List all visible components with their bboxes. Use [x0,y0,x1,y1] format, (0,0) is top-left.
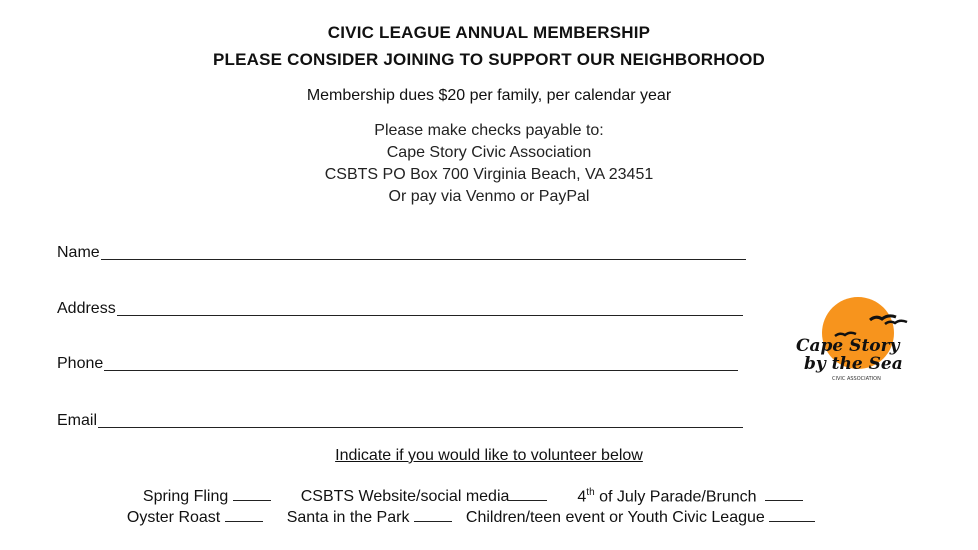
dues-text: Membership dues $20 per family, per calendar year [306,87,672,104]
form-title: CIVIC LEAGUE ANNUAL MEMBERSHIP [327,23,651,42]
form-subtitle: PLEASE CONSIDER JOINING TO SUPPORT OUR NEIGHBORHOOD [212,50,766,69]
option-label: Spring Fling [142,488,229,506]
checkbox-blank[interactable] [414,509,452,522]
name-input-line[interactable] [101,258,746,260]
option-label: 4 [577,488,587,506]
payment-line: CSBTS PO Box 700 Virginia Beach, VA 23451 [324,166,654,183]
email-field[interactable] [57,412,743,430]
payment-line: Cape Story Civic Association [386,144,592,161]
volunteer-option-santa[interactable] [287,509,452,527]
volunteer-option-youth[interactable] [466,509,815,527]
phone-input-line[interactable] [104,369,738,371]
cape-story-logo [790,293,915,393]
payment-instructions [0,120,978,208]
volunteer-row-2 [118,491,815,527]
email-input-line[interactable] [98,426,743,428]
email-label: Email [57,412,98,429]
name-field[interactable] [57,244,746,262]
logo-text-line1: Cape Story [796,336,900,356]
volunteer-option-oyster-roast[interactable] [127,509,263,527]
checkbox-blank[interactable] [225,509,263,522]
option-label: Oyster Roast [126,509,221,526]
option-label: of July Parade/Brunch [594,488,757,506]
option-label: CSBTS Website/social media [300,488,510,506]
option-label: Santa in the Park [286,509,410,526]
payment-line: Please make checks payable to: [374,122,604,139]
phone-field[interactable] [57,355,738,373]
volunteer-heading: Indicate if you would like to volunteer below [335,447,643,464]
option-label-sup: th [586,487,595,498]
sun-and-gulls-icon [790,293,915,393]
checkbox-blank[interactable] [769,509,815,522]
payment-line: Or pay via Venmo or PayPal [388,188,590,205]
address-field[interactable] [57,300,743,318]
name-label: Name [57,244,100,261]
address-label: Address [57,300,116,317]
address-input-line[interactable] [117,314,743,316]
option-label: Children/teen event or Youth Civic League [465,509,765,526]
phone-label: Phone [57,355,104,372]
logo-text-line3: CIVIC ASSOCIATION [832,376,881,382]
logo-text-line2: by the Sea [804,354,903,374]
